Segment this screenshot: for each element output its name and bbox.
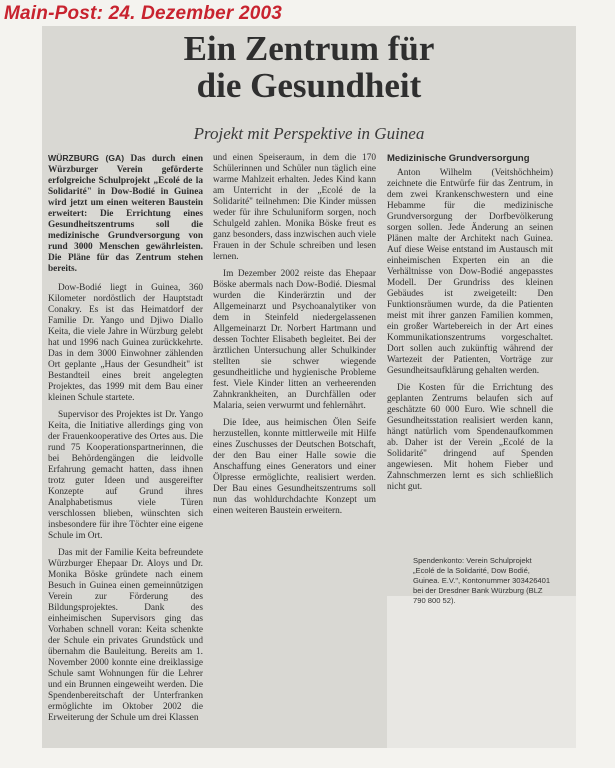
lead-text: Das durch einen Würzburger Verein geförderte erfolgreiche Schulprojekt „Ecolé de la Solidarité" in Dow-Bodié in Guinea wird jetzt um einen weiteren Baustein erweitert: Die Errichtung eines Gesundheitszentrums soll die medizinische Grundversorgung von rund 3000 Menschen gewährleisten. Die Pläne für das Zentrum stehen bereits. xyxy=(48,154,203,274)
column-1 xyxy=(48,153,203,724)
headline-line-1: Ein Zentrum für xyxy=(183,29,435,68)
article-subheadline: Projekt mit Perspektive in Guinea xyxy=(193,124,425,143)
paragraph: Im Dezember 2002 reiste das Ehepaar Böske abermals nach Dow-Bodié. Diesmal wurden die Kinderärztin und der Allgemeinarzt und Psychoanalytiker von dem in Steinfeld niedergelassenen Allgemeinarzt Dr. Norbert Hartmann und dessen Tochter Elisabeth begleitet. Bei der ärztlichen Untersuchung aller Schulkinder stellten sie schwer wiegende gesundheitliche und hygienische Probleme fest. Viele Kinder litten an verheerenden Zahnkrankheiten, an Durchfällen oder Malaria, seien verwurmt und fehlernährt. xyxy=(213,269,376,411)
article-headline xyxy=(42,30,576,104)
paragraph: Die Kosten für die Errichtung des geplanten Zentrums belaufen sich auf geschätzte 60 000 Euro. Wie schnell die Gesundheitsstation realisiert werden kann, hängt natürlich vom Spendenaufkommen ab. Daher ist der Verein „Ecolé de la Solidarité" dringend auf Spenden angewiesen. Mit hohem Fieber und Zahnschmerzen lernt es sich schließlich nicht gut. xyxy=(387,383,553,492)
lead-paragraph xyxy=(48,153,203,275)
paragraph: Anton Wilhelm (Veitshöchheim) zeichnete die Entwürfe für das Zentrum, in dem zwei Krankenschwestern und eine Hebamme für die medizinische Grundversorgung der Dorfbevölkerung sorgen sollen. Jede Änderung an seinen Plänen malte der Architekt nach Guinea. Auf diese Weise entstand im Austausch mit einheimischen Experten ein an die Verhältnisse von Dow-Bodié angepasstes Modell. Der Grundriss des kleinen Gebäudes ist zweigeteilt: Den Funktionsräumen wurde, da die Patienten meist mit ihrer ganzen Familien kommen, ein großer Wartebereich in der Art eines Kommunikationszentrums vorgeschaltet. Dort sollen auch zukünftig während der Wartezeit der Patienten, Vorträge zur Gesundheitsaufklärung gehalten werden. xyxy=(387,168,553,376)
paragraph: Das mit der Familie Keita befreundete Würzburger Ehepaar Dr. Aloys und Dr. Monika Böske gründete nach einem Besuch in Guinea einen gemeinnützigen Verein zur Förderung des Bildungsprojektes. Dank des einheimischen Supervisors ging das Vorhaben schnell voran: Keita schenkte der Schule ein privates Grundstück und übernahm die Bauleitung. Bereits am 1. November 2000 konnte eine dreiklassige Schule samt Wohnungen für die Lehrer und ein Brunnen eingeweiht werden. Die Spendenbereitschaft der Unterfranken ermöglichte im Oktober 2002 die Erweiterung der Schule um drei Klassen xyxy=(48,548,203,723)
paragraph: Supervisor des Projektes ist Dr. Yango Keita, die Initiative allerdings ging von der Frauenkooperative des Ortes aus. Die rund 75 Kooperationspartnerinnen, die bei Behördengängen die leidvolle Erfahrung gemacht hatten, dass ihnen trotz guter Ideen und ausgereifter Konzepte auf Grund ihres Analphabetismus viele Türen verschlossen blieben, wünschten sich insbesondere für ihre Töchter eine eigene Schule im Ort. xyxy=(48,410,203,541)
column-3 xyxy=(387,153,553,493)
section-title: Medizinische Grundversorgung xyxy=(387,153,530,164)
source-caption: Main-Post: 24. Dezember 2003 xyxy=(4,3,283,24)
clipping-light-area xyxy=(387,596,576,748)
donation-account-info: Spendenkonto: Verein Schulprojekt „Ecolé de la Solidarité, Dow Bodié, Guinea. E.V.", Kontonummer 303426401 bei der Dresdner Bank Würzburg (BLZ 790 800 52). xyxy=(413,556,551,605)
dateline: WÜRZBURG (GA) xyxy=(48,153,125,163)
column-2 xyxy=(213,153,376,517)
headline-line-2: die Gesundheit xyxy=(196,66,422,105)
paragraph: Die Idee, aus heimischen Ölen Seife herzustellen, konnte mittlerweile mit Hilfe eines Zuschusses der Deutschen Botschaft, der den Bau einer Halle sowie die Anschaffung eines Generators und einer Ölpresse ermöglichte, realisiert werden. Der Bau eines Gesundheitszentrums soll nun das wohldurchdachte Konzept um einen weiteren Baustein erweitern. xyxy=(213,418,376,516)
paragraph: Dow-Bodié liegt in Guinea, 360 Kilometer nordöstlich der Hauptstadt Conakry. Es ist das Heimatdorf der Familie Dr. Yango und Djiwo Diallo Keita, die viele Jahre in Würzburg gelebt hat und 1996 nach Guinea zurückkehrte. Das in dem 3000 Einwohner zählenden Ort geplante „Haus der Gesundheit" ist Bestandteil eines breit angelegten Projektes, das 1999 mit dem Bau einer kleinen Schule startete. xyxy=(48,283,203,403)
paragraph: und einen Speiseraum, in dem die 170 Schülerinnen und Schüler nun täglich eine warme Mahlzeit erhalten. Jedes Kind kann am Unterricht in der „Ecolé de la Solidarité" teilnehmen: Die Kinder müssen weder für ihre Schuluniform sorgen, noch Schulgeld zahlen. Monika Böske freut es ganz besonders, dass inzwischen auch viele Frauen in der Schule schreiben und lesen lernen. xyxy=(213,153,376,262)
